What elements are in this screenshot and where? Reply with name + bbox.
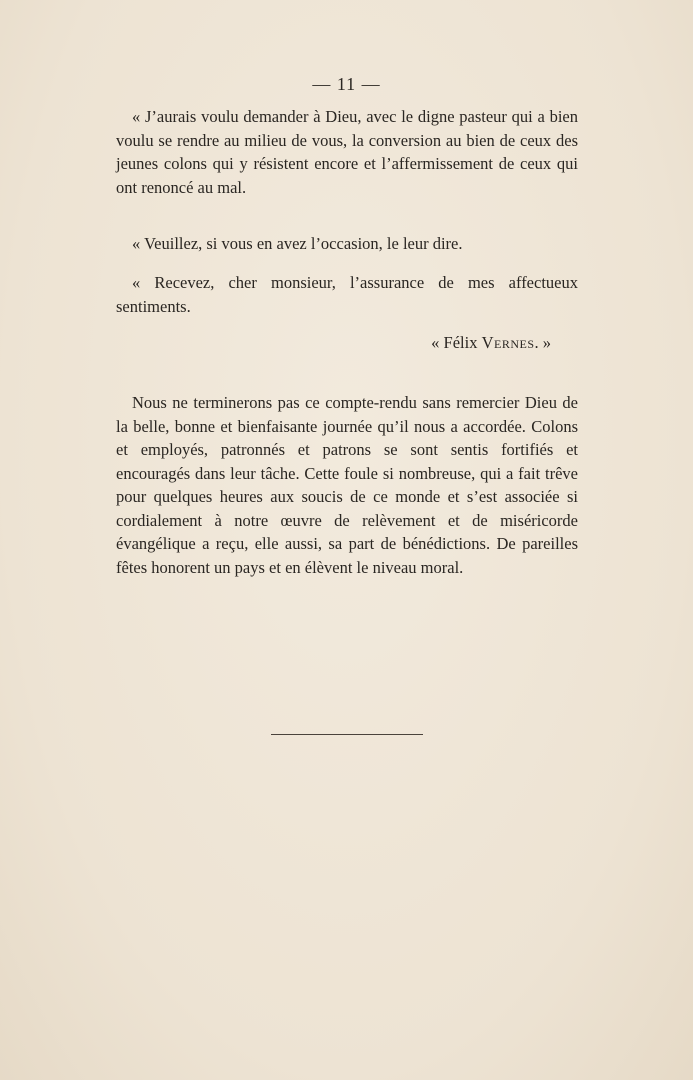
closing-paragraph: Nous ne terminerons pas ce compte-rendu sans remercier Dieu de la belle, bonne et bienfaisante journée qu’il nous a accordée. Colons et employés, patronnés et patrons se sont sentis fortifiés et encouragés dans leur tâche. Cette foule si nombreuse, qui a fait trêve pour quelques heures aux soucis de ce monde et s’est associée si cordialement à notre œuvre de relèvement et de miséricorde évangélique a reçu, elle aussi, sa part de bénédictions. De pareilles fêtes honorent un pays et en élèvent le niveau moral. bbox=[116, 393, 578, 577]
letter-paragraph-2: « Veuillez, si vous en avez l’occasion, le leur dire. bbox=[132, 234, 463, 253]
page-number: — 11 — bbox=[312, 74, 381, 94]
letter-paragraph-3: « Recevez, cher monsieur, l’assurance de mes affectueux sentiments. bbox=[116, 273, 578, 316]
signature-name: Vernes bbox=[481, 333, 535, 352]
letter-paragraph-1: « J’aurais voulu demander à Dieu, avec le digne pasteur qui a bien voulu se rendre au milieu de vous, la conversion au bien de ceux des jeunes colons qui y résistent encore et l’affermissement de ceux qui ont renoncé au mal. bbox=[116, 107, 578, 197]
signature-prefix: « Félix bbox=[431, 333, 482, 352]
letter-signature bbox=[0, 331, 551, 355]
signature-suffix: . » bbox=[534, 333, 551, 352]
section-divider bbox=[271, 734, 423, 735]
